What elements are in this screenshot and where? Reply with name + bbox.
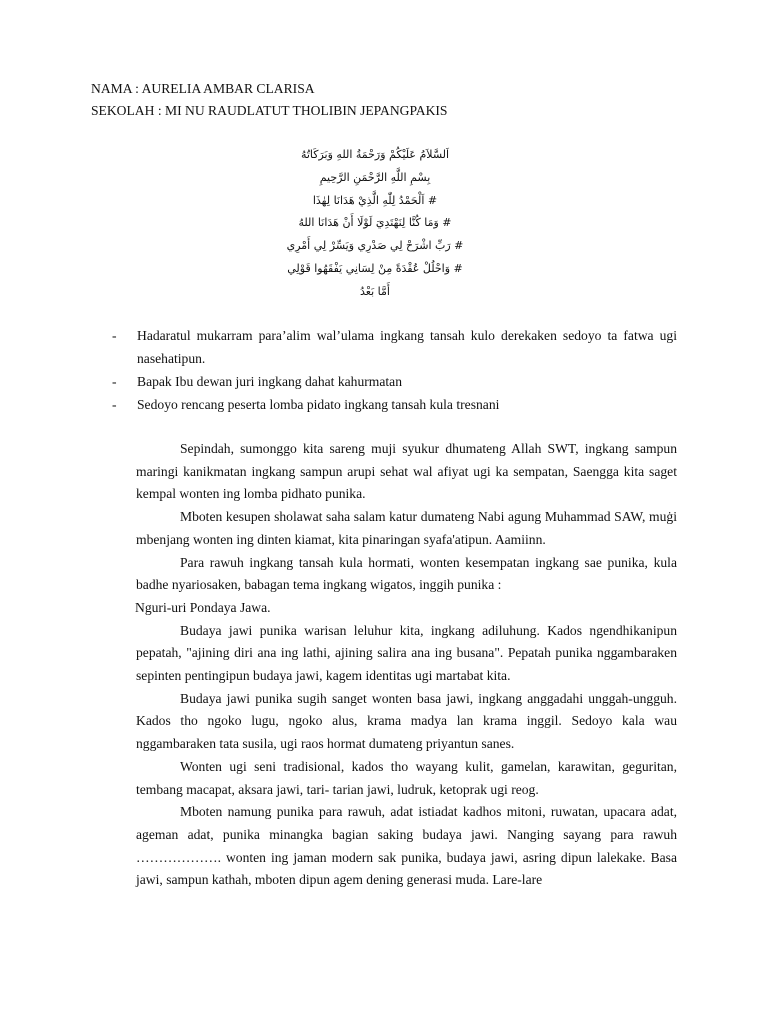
school-name: SEKOLAH : MI NU RAUDLATUT THOLIBIN JEPANGPAKIS: [91, 103, 448, 118]
student-name: NAMA : AURELIA AMBAR CLARISA: [91, 81, 315, 96]
paragraph: Budaya jawi punika warisan leluhur kita, ingkang adiluhung. Kados ngendhikanipun pepatah, "ajining diri ana ing lathi, ajining salira ana ing busana". Pepatah punika nggambaraken sepinten pentingipun budaya jawi, kagem identitas ugi martabat kita.: [136, 622, 677, 684]
list-item: [112, 393, 677, 416]
paragraph: Budaya jawi punika sugih sanget wonten basa jawi, ingkang anggadahi unggah-ungguh. Kados tho ngoko lugu, ngoko alus, krama madya lan krama inggil. Sedoyo kala wau nggambaraken tata susila, ugi raos hormat dumateng priyantun sanes.: [136, 690, 677, 752]
speech-body: [136, 438, 677, 892]
arabic-line: اَلسَّلاَمُ عَلَيْكُمْ وَرَحْمَةُ اللهِ وَبَرَكَاتُهُ: [300, 148, 450, 161]
arabic-line: أَمَّا بَعْدُ: [360, 284, 390, 298]
paragraph: Mboten namung punika para rawuh, adat istiadat kadhos mitoni, ruwatan, upacara adat, ageman adat, punika minangka bagian saking budaya jawi. Nanging sayang para rawuh ………………. wonten ing jaman modern sak punika, budaya jawi, asring dipun lalekake. Basa jawi, sampun kathah, mboten dipun agem dening generasi muda. Lare-lare: [136, 804, 677, 888]
paragraph: Para rawuh ingkang tansah kula hormati, wonten kesempatan ingkang sae punika, kula badhe nyariosaken, babagan tema ingkang wigatos, inggih punika :: [136, 554, 677, 593]
arabic-line: بِسْمِ اللَّهِ الرَّحْمَنِ الرَّحِيمِ: [319, 170, 431, 184]
greeting-list: [112, 324, 677, 416]
list-item: [112, 370, 677, 393]
topic-line: Nguri-uri Pondaya Jawa.: [135, 599, 271, 615]
bullet-dash: -: [112, 397, 117, 412]
paragraph: Sepindah, sumonggo kita sareng muji syukur dhumateng Allah SWT, ingkang sampun maringi kanikmatan ingkang sampun arupi sehat wal afiyat ugi ka sempatan, Saengga kita saget kempal wonten ing lomba pidhato punika.: [136, 441, 677, 502]
paragraph: Mboten kesupen sholawat saha salam katur dumateng Nabi agung Muhammad SAW, muġi mbenjang wonten ing dinten kiamat, kita pinaringan syafa'atipun. Aamiinn.: [136, 509, 677, 547]
greeting-text: Hadaratul mukarram para’alim wal’ulama ingkang tansah kulo derekaken sedoyo ta fatwa ugi nasehatipun.: [137, 328, 677, 366]
paragraph: Wonten ugi seni tradisional, kados tho wayang kulit, gamelan, karawitan, geguritan, tembang macapat, aksara jawi, tari- tarian jawi, ludruk, ketoprak ugi reog.: [136, 758, 677, 797]
bullet-dash: -: [112, 374, 117, 389]
bullet-dash: -: [112, 328, 117, 343]
greeting-text: Sedoyo rencang peserta lomba pidato ingkang tansah kula tresnani: [137, 397, 500, 412]
greeting-text: Bapak Ibu dewan juri ingkang dahat kahurmatan: [137, 374, 402, 389]
arabic-line: # رَبِّ اشْرَحْ لِي صَدْرِي وَيَسِّرْ لِي أَمْرِي: [286, 239, 464, 253]
document-header: [91, 78, 447, 122]
list-item: [112, 324, 677, 370]
arabic-line: # وَمَا كُنَّا لِنَهْتَدِيَ لَوْلَا أَنْ هَدَانَا اللهُ: [298, 216, 452, 230]
arabic-line: # وَاحْلُلْ عُقْدَةً مِنْ لِسَانِي يَفْقَهُوا قَوْلِي: [287, 261, 463, 275]
arabic-line: # اَلْحَمْدُ لِلّٰهِ الَّذِيْ هَدَانَا لِهٰذَا: [312, 193, 438, 207]
arabic-opening: [150, 144, 600, 304]
